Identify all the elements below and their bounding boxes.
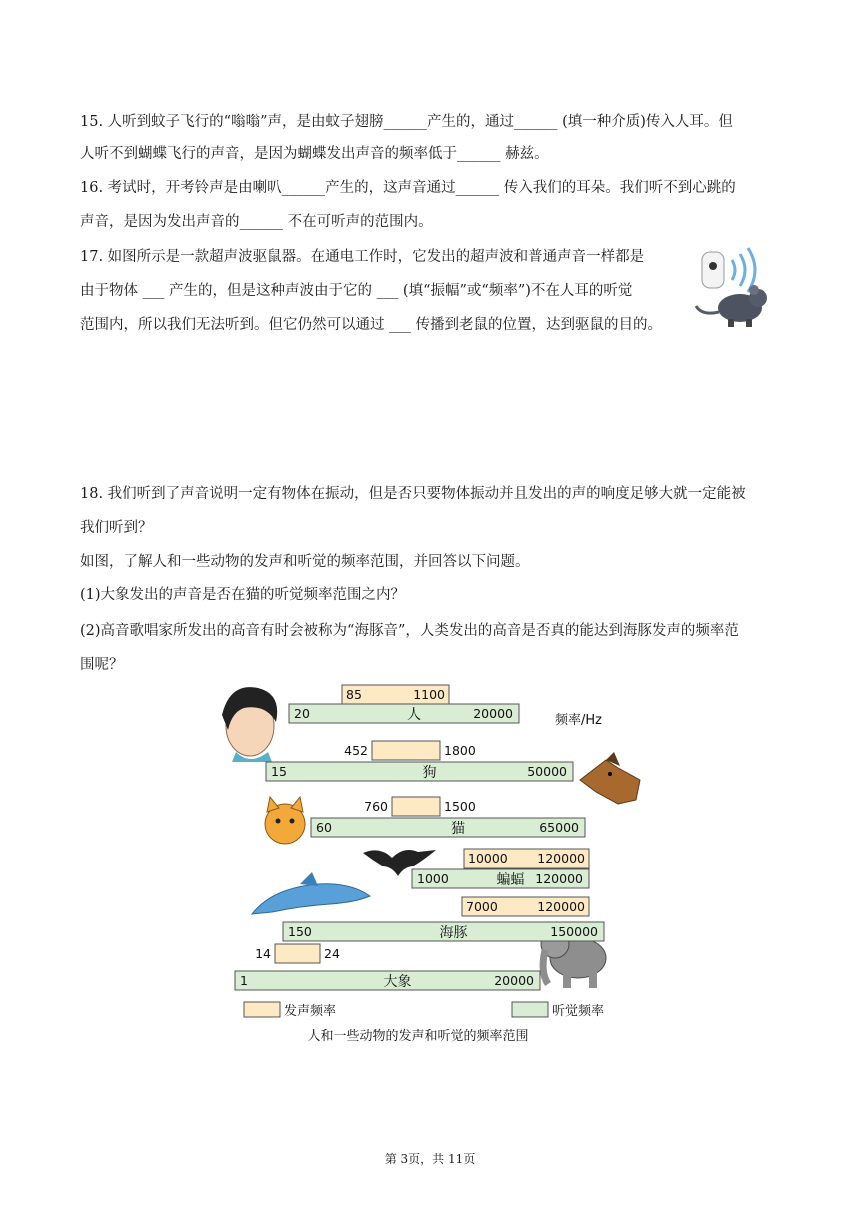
species-label: 蝙蝠 (496, 872, 525, 888)
legend-hear-swatch (512, 1002, 548, 1017)
figure-caption: 人和一些动物的发声和听觉的频率范围 (307, 1029, 529, 1044)
emission-low-label: 760 (364, 799, 388, 814)
q17-line1: 17. 如图所示是一款超声波驱鼠器。在通电工作时，它发出的超声波和普通声音一样都是 (80, 249, 645, 265)
q18-line3: 如图，了解人和一些动物的发声和听觉的频率范围，并回答以下问题。 (80, 554, 530, 570)
emission-low-label: 14 (255, 946, 271, 961)
legend-hear-label: 听觉频率 (552, 1004, 605, 1019)
page-footer: 第 3页，共 11页 (384, 1152, 476, 1166)
q18-sub2b: 围呢？ (80, 657, 124, 673)
q15-line1: 15. 人听到蚊子飞行的“嗡嗡”声，是由蚊子翅膀______产生的，通过______ (填一种介质)传入人耳。但 (80, 114, 733, 130)
q18-sub2a: (2)高音歌唱家所发出的高音有时会被称为“海豚音”，人类发出的高音是否真的能达到海豚发声的频率范 (80, 623, 739, 639)
emission-high-label: 1800 (444, 743, 476, 758)
q18-sub1: (1)大象发出的声音是否在猫的听觉频率范围之内？ (80, 587, 406, 603)
emission-high-label: 24 (324, 946, 340, 961)
hearing-low-label: 150 (288, 924, 312, 939)
legend-emit-swatch (244, 1002, 280, 1017)
species-label: 海豚 (439, 925, 468, 941)
dog-icon (580, 752, 640, 804)
emission-low-label: 7000 (466, 899, 498, 914)
q16-line1: 16. 考试时，开考铃声是由喇叭______产生的，这声音通过______ 传入我们的耳朵。我们听不到心跳的 (80, 180, 736, 196)
hearing-low-label: 1000 (417, 871, 449, 886)
hearing-high-label: 65000 (539, 820, 579, 835)
emission-low-label: 85 (346, 687, 362, 702)
emission-low-label: 452 (344, 743, 368, 758)
legend-emit-label: 发声频率 (284, 1004, 337, 1019)
cat-icon (265, 797, 305, 844)
q18-line1: 18. 我们听到了声音说明一定有物体在振动，但是否只要物体振动并且发出的声的响度足够大就一定能被 (80, 486, 746, 502)
species-label: 狗 (422, 765, 437, 781)
emission-high-label: 1100 (413, 687, 445, 702)
q18-line2: 我们听到？ (80, 520, 153, 536)
emission-range-bar (372, 741, 440, 760)
q16-line2: 声音，是因为发出声音的______ 不在可听声的范围内。 (80, 214, 433, 230)
hearing-low-label: 20 (294, 706, 310, 721)
species-label: 大象 (383, 974, 412, 990)
species-label: 猫 (451, 821, 465, 837)
emission-low-label: 10000 (468, 851, 508, 866)
dolphin-icon (252, 872, 370, 914)
q17-line2: 由于物体 ___ 产生的，但是这种声波由于它的 ___ (填“振幅”或“频率”)不在人耳的听觉 (80, 283, 633, 299)
q15-line2: 人听不到蝴蝶飞行的声音，是因为蝴蝶发出声音的频率低于______ 赫兹。 (80, 146, 549, 162)
emission-high-label: 1500 (444, 799, 476, 814)
hearing-high-label: 20000 (473, 706, 513, 721)
human-face-icon (222, 687, 277, 762)
hearing-low-label: 1 (240, 973, 248, 988)
species-label: 人 (407, 707, 421, 723)
emission-range-bar (392, 797, 440, 816)
hearing-high-label: 150000 (550, 924, 598, 939)
q17-line3: 范围内，所以我们无法听到。但它仍然可以通过 ___ 传播到老鼠的位置，达到驱鼠的目的。 (80, 317, 662, 333)
emission-range-bar (275, 944, 320, 963)
emission-high-label: 120000 (537, 851, 585, 866)
unit-label: 频率/Hz (555, 713, 602, 728)
hearing-high-label: 120000 (535, 871, 583, 886)
hearing-high-label: 50000 (527, 764, 567, 779)
emission-high-label: 120000 (537, 899, 585, 914)
hearing-low-label: 60 (316, 820, 332, 835)
hearing-high-label: 20000 (494, 973, 534, 988)
hearing-low-label: 15 (271, 764, 287, 779)
